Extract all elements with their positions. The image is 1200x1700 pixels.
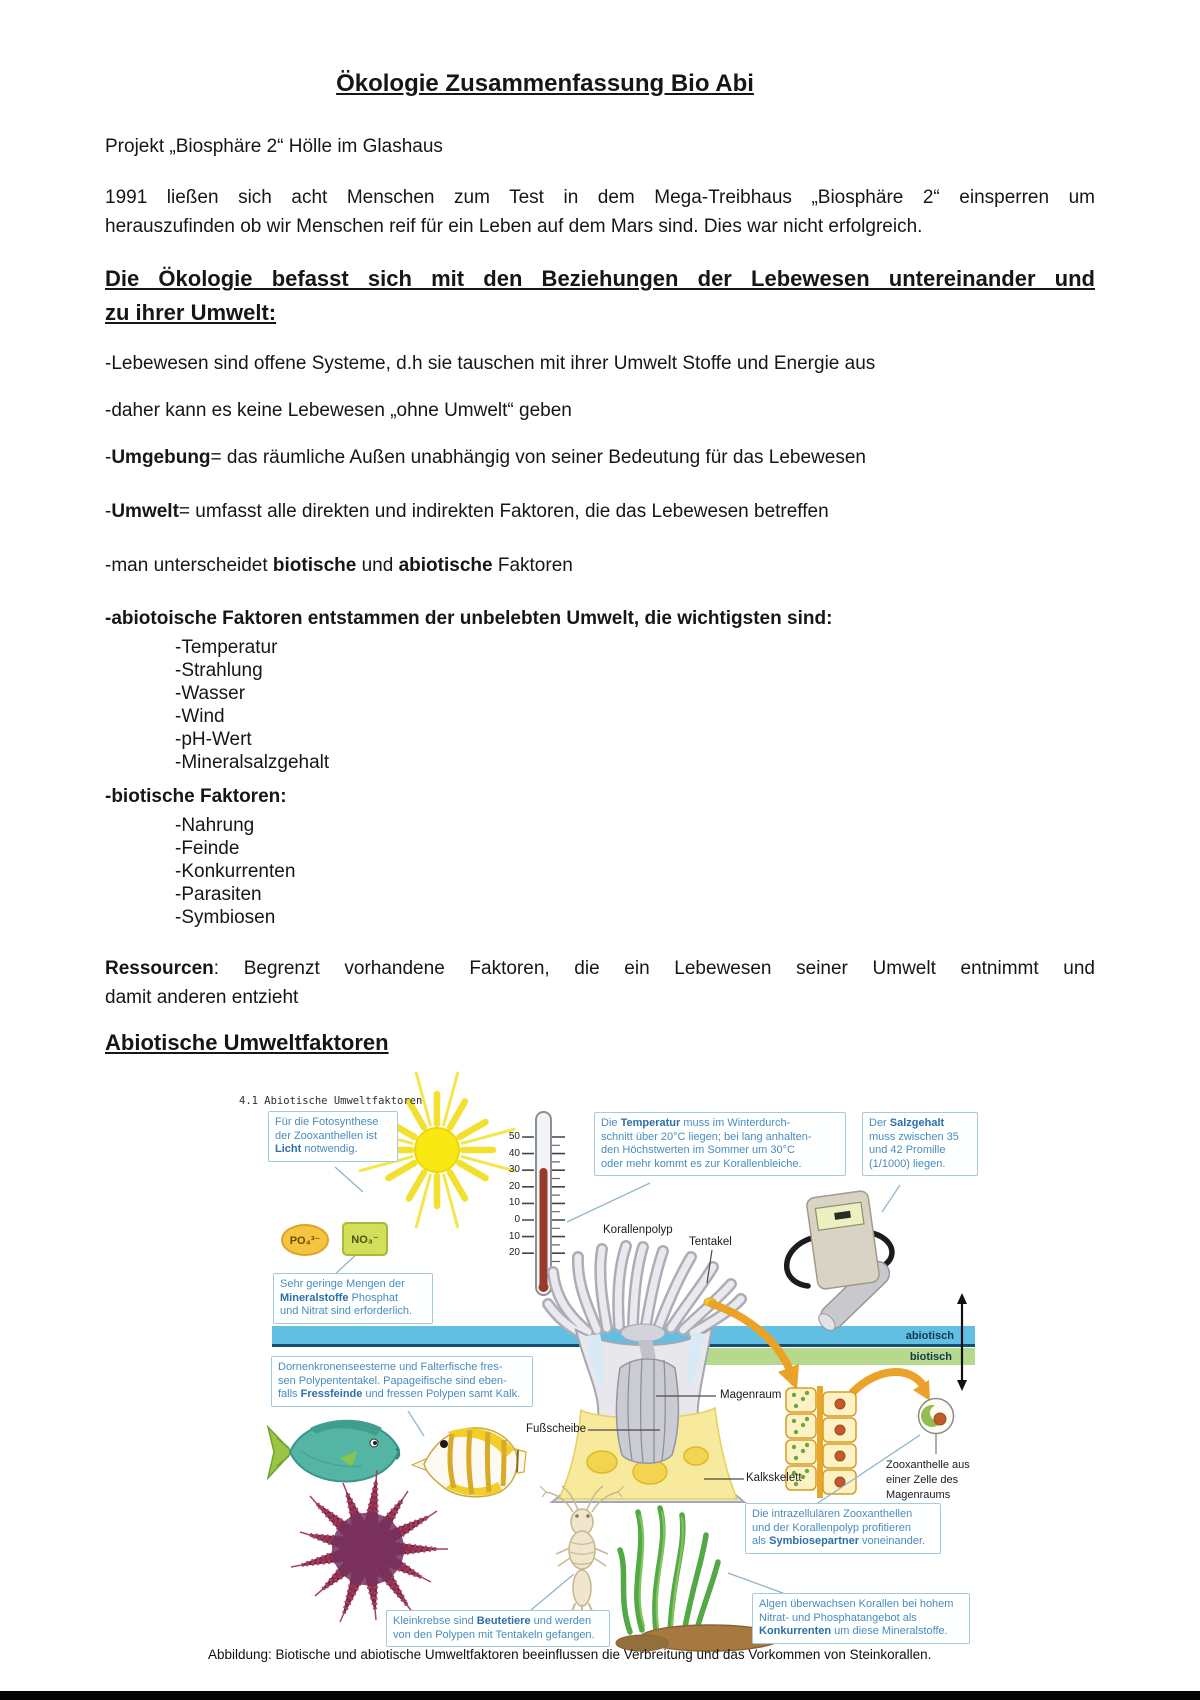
bullet-umgebung: -Umgebung= das räumliche Außen unabhängig von seiner Bedeutung für das Lebewesen	[105, 447, 866, 468]
list-item: -Konkurrenten	[175, 861, 296, 882]
list-item: -Nahrung	[175, 815, 255, 836]
thermometer-scale-value: 40	[508, 1148, 520, 1159]
crustacean-icon	[540, 1486, 624, 1619]
label-fussscheibe: Fußscheibe	[526, 1423, 587, 1435]
textbox-fressfeinde: Dornenkronenseesterne und Falterfische fres- sen Polypententakel. Papageifische sind eben- falls Fressfeinde und fressen Polypen samt Kalk.	[271, 1356, 533, 1407]
label-zooxanthelle: Zooxanthelle aus einer Zelle des Magenraums	[886, 1459, 970, 1501]
bullet-open-systems: -Lebewesen sind offene Systeme, d.h sie tauschen mit ihrer Umwelt Stoffe und Energie aus	[105, 353, 876, 374]
abiotic-factors-heading: -abiotoische Faktoren entstammen der unbelebten Umwelt, die wichtigsten sind:	[105, 608, 833, 629]
section2-heading: Abiotische Umweltfaktoren	[105, 1030, 389, 1055]
bullet-no-umwelt: -daher kann es keine Lebewesen „ohne Umwelt“ geben	[105, 400, 572, 421]
project-line: Projekt „Biosphäre 2“ Hölle im Glashaus	[105, 136, 443, 157]
thermometer-scale-value: 50	[508, 1131, 520, 1142]
page-title: Ökologie Zusammenfassung Bio Abi	[336, 70, 754, 97]
nitrate-tag: NO₃⁻	[342, 1222, 388, 1256]
ressourcen-line1: Ressourcen: Begrenzt vorhandene Faktoren, die ein Lebewesen seiner Umwelt entnimmt und	[105, 958, 1095, 979]
thermometer-scale-value: 20	[508, 1181, 520, 1192]
thermometer-scale-value: 30	[508, 1164, 520, 1175]
list-item: -Parasiten	[175, 884, 262, 905]
biotic-factors-heading: -biotische Faktoren:	[105, 786, 287, 807]
figure-caption: Abbildung: Biotische und abiotische Umweltfaktoren beeinflussen die Verbreitung und das Vorkommen von Steinkorallen.	[208, 1647, 932, 1662]
coral-polyp-graphic	[548, 1246, 744, 1502]
list-item: -Temperatur	[175, 637, 278, 658]
textbox-licht: Für die Fotosynthese der Zooxanthellen ist Licht notwendig.	[268, 1111, 398, 1162]
list-item: -Strahlung	[175, 660, 263, 681]
section1-heading-line2: zu ihrer Umwelt:	[105, 300, 277, 325]
zone-label-abiotisch: abiotisch	[905, 1330, 954, 1342]
thermometer-scale-value: 10	[508, 1231, 520, 1242]
list-item: -pH-Wert	[175, 729, 252, 750]
phosphate-tag: PO₄³⁻	[281, 1224, 329, 1256]
bullet-umwelt: -Umwelt= umfasst alle direkten und indirekten Faktoren, die das Lebewesen betreffen	[105, 501, 829, 522]
textbox-salzgehalt: Der Salzgehalt muss zwischen 35 und 42 Promille (1/1000) liegen.	[862, 1112, 978, 1176]
thermometer-graphic	[522, 1112, 565, 1295]
textbox-symbiose: Die intrazellulären Zooxanthellen und der Korallenpolyp profitieren als Symbiosepartner voneinander.	[745, 1503, 941, 1554]
zone-label-biotisch: biotisch	[909, 1351, 952, 1363]
ressourcen-line2: damit anderen entzieht	[105, 987, 299, 1008]
label-tentakel: Tentakel	[689, 1236, 732, 1248]
bullet-faktoren: -man unterscheidet biotische und abiotische Faktoren	[105, 555, 573, 576]
page-bottom-edge	[0, 1691, 1200, 1700]
butterflyfish-icon	[412, 1428, 526, 1497]
label-magenraum: Magenraum	[720, 1389, 782, 1401]
intro-paragraph-line2: herauszufinden ob wir Menschen reif für ein Leben auf dem Mars sind. Dies war nicht erfolgreich.	[105, 216, 923, 237]
starfish-icon	[291, 1470, 448, 1622]
thermometer-scale-value: 20	[508, 1247, 520, 1258]
list-item: -Wasser	[175, 683, 246, 704]
thermometer-scale-value: 0	[514, 1214, 520, 1225]
label-kalkskelett: Kalkskelett	[746, 1472, 802, 1484]
intro-paragraph-line1: 1991 ließen sich acht Menschen zum Test in dem Mega-Treibhaus „Biosphäre 2“ einsperren um	[105, 187, 1095, 208]
list-item: -Wind	[175, 706, 225, 727]
list-item: -Mineralsalzgehalt	[175, 752, 330, 773]
textbox-mineralstoffe: Sehr geringe Mengen der Mineralstoffe Phosphat und Nitrat sind erforderlich.	[273, 1273, 433, 1324]
section1-heading-line1: Die Ökologie befasst sich mit den Beziehungen der Lebewesen untereinander und	[105, 266, 1095, 291]
list-item: -Symbiosen	[175, 907, 276, 928]
figure-subtitle: 4.1 Abiotische Umweltfaktoren	[239, 1095, 423, 1107]
textbox-temperatur: Die Temperatur muss im Winterdurch- schnitt über 20°C liegen; bei lang anhalten- den Höchstwerten im Sommer um 30°C oder mehr kommt es zur Korallenbleiche.	[594, 1112, 846, 1176]
list-item: -Feinde	[175, 838, 240, 859]
textbox-konkurrenten: Algen überwachsen Korallen bei hohem Nitrat- und Phosphatangebot als Konkurrenten um diese Mineralstoffe.	[752, 1593, 970, 1644]
parrotfish-icon	[268, 1420, 399, 1482]
textbox-beutetiere: Kleinkrebse sind Beutetiere und werden von den Polypen mit Tentakeln gefangen.	[386, 1610, 610, 1647]
thermometer-scale-value: 10	[508, 1197, 520, 1208]
salinity-meter-icon	[787, 1190, 895, 1335]
label-korallenpolyp: Korallenpolyp	[603, 1224, 673, 1236]
zooxanthella-cell-graphic	[919, 1399, 954, 1455]
